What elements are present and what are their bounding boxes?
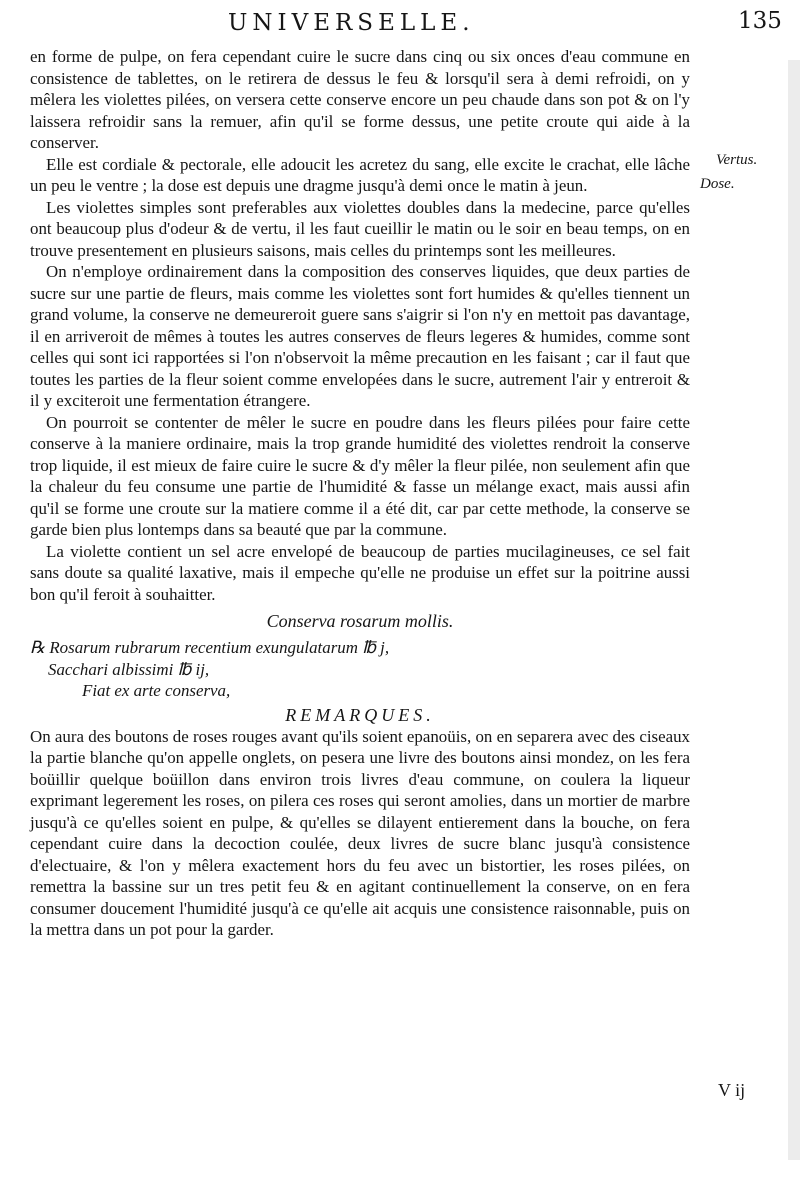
margin-note-dose: Dose. [700, 176, 735, 192]
page-edge-shadow [788, 60, 800, 1160]
running-title: UNIVERSELLE. [228, 10, 475, 36]
page-number: 135 [738, 8, 782, 34]
remarques-paragraph: On aura des boutons de roses rouges avant qu'ils soient epanoüis, on en separera avec des ciseaux la partie blanche qu'on appelle onglets, on pesera une livre des boutons ainsi mondez, on les fera boüillir quelque boüillon dans environ trois livres d'eau commune, on coulera la liqueur exprimant legerement les roses, on pilera ces roses qui seront amolies, dans un mortier de marbre jusqu'à ce qu'elles soient en pulpe, & qu'elles se dilayent entierement dans la bouche, on fera cependant cuire dans la decoction coulée, deux livres de sucre blanc jusqu'à consistence d'electuaire, & l'on y mêlera exactement hors du feu avec un bistortier, les roses pilées, on remettra la bassine sur un tres petit feu & en agitant continuellement la conserve, on en fera consumer doucement l'humidité jusqu'à ce qu'elle ait acquis une consistence raisonnable, puis on la mettra dans un pot pour la garder. [30, 726, 690, 939]
paragraph-1: en forme de pulpe, on fera cependant cuire le sucre dans cinq ou six onces d'eau commune en consistence de tablettes, on le retirera de dessus le feu & lorsqu'il sera à demi refroidi, on y mêlera les violettes pilées, on versera cette conserve encore un peu chaude dans son pot & on l'y laissera refroidir sans la remuer, afin qu'il se forme dessus, une petite croute qui aide à la conserver. [30, 47, 690, 152]
paragraph-4: On n'employe ordinairement dans la composition des conserves liquides, que deux parties de sucre sur une partie de fleurs, mais comme les violettes sont fort humides & qu'elles tiennent un grand volume, la conserve ne demeureroit guere sans s'aigrir si l'on n'y en mettoit pas davantage, il en arriveroit de mêmes à toutes les autres conserves de fleurs legeres & humides, comme sont celles qui sont ici rapportées si l'on n'observoit la même precaution en les faisant ; car il faut que toutes les parties de la fleur soient comme envelopées dans le sucre, autrement l'air y entreroit & il y exciteroit une fermentation étrangere. [30, 262, 690, 410]
recipe-title: Conserva rosarum mollis. [266, 611, 454, 631]
signature-mark: V ij [718, 1080, 746, 1100]
recipe-line-2: Sacchari albissimi ℔ ij, [48, 659, 210, 679]
main-text [30, 46, 690, 941]
remarques-heading: REMARQUES. [285, 704, 435, 725]
page-header [0, 2, 800, 42]
recipe-line-1: ℞ Rosarum rubrarum recentium exungulatarum ℔ j, [30, 638, 390, 657]
recipe-line-3: Fiat ex arte conserva, [82, 681, 231, 700]
paragraph-3: Les violettes simples sont preferables aux violettes doubles dans la medecine, parce qu'elles ont beaucoup plus d'odeur & de vertu, il les faut cueillir le matin ou le soir en beau temps, on en trouve presentement en plusieurs saisons, mais celles du printemps sont les meilleures. [30, 197, 690, 260]
paragraph-2: Elle est cordiale & pectorale, elle adoucit les acretez du sang, elle excite le crachat, elle lâche un peu le ventre ; la dose est depuis une dragme jusqu'à demi once le matin à jeun. [30, 154, 690, 195]
paragraph-6: La violette contient un sel acre envelopé de beaucoup de parties mucilagineuses, ce sel fait sans doute sa qualité laxative, mais il empeche qu'elle ne produise un effet sur la poitrine aussi bon qu'il feroit à souhaitter. [30, 541, 690, 604]
margin-note-vertus: Vertus. [716, 152, 758, 168]
paragraph-5: On pourroit se contenter de mêler le sucre en poudre dans les fleurs pilées pour faire cette conserve à la maniere ordinaire, mais la trop grande humidité des violettes rendroit la conserve trop liquide, il est mieux de faire cuire le sucre & d'y mêler la fleur pilée, non seulement afin que la chaleur du feu consume une partie de l'humidité & fasse un mélange exact, mais aussi afin qu'il se forme une croute sur la matiere comme il a été dit, car par cette methode, la conserve se garde bien plus lontemps dans sa beauté que par la commune. [30, 412, 690, 539]
